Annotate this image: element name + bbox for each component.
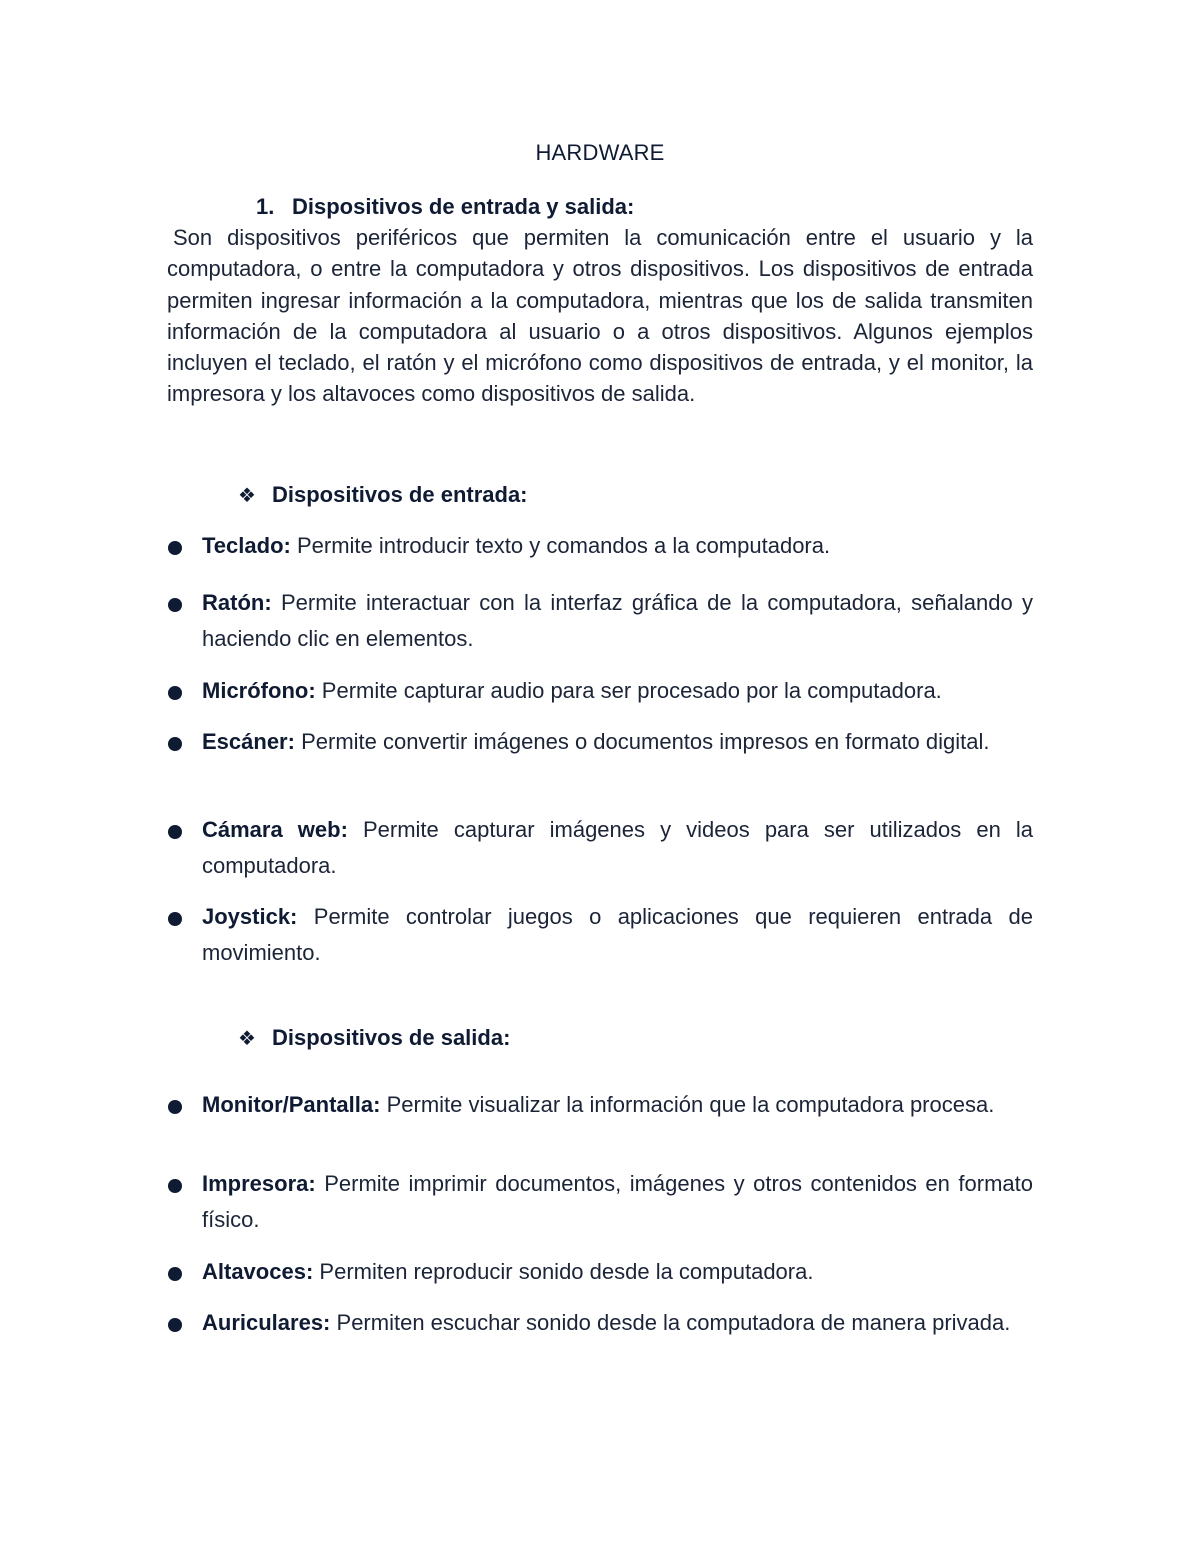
subheading-entrada-text: Dispositivos de entrada: [272,482,528,507]
bullet-dot-icon [168,598,182,612]
item-term: Altavoces: [202,1259,314,1284]
subheading-salida-text: Dispositivos de salida: [272,1025,511,1050]
document-title: HARDWARE [535,140,665,165]
diamond-bullet-icon: ❖ [238,485,256,507]
item-term: Monitor/Pantalla: [202,1092,381,1117]
diamond-bullet-icon: ❖ [238,1028,256,1050]
list-item [167,724,1033,760]
item-term: Impresora: [202,1171,316,1196]
item-description: Permite convertir imágenes o documentos impresos en formato digital. [301,729,990,754]
bullet-dot-icon [168,912,182,926]
item-term: Micrófono: [202,678,316,703]
item-term: Teclado: [202,533,291,558]
subheading-salida [238,1025,510,1051]
list-item [167,1166,1033,1238]
bullet-dot-icon [168,686,182,700]
bullet-dot-icon [168,541,182,555]
list-item [167,528,1033,564]
item-description: Permite capturar imágenes y videos para ser utilizados en la computadora. [202,817,1033,878]
section-number: 1. [256,194,275,219]
bullet-dot-icon [168,1179,182,1193]
item-term: Cámara web: [202,817,348,842]
item-description: Permite capturar audio para ser procesado por la computadora. [321,678,942,703]
list-item [167,585,1033,657]
item-description: Permiten escuchar sonido desde la computadora de manera privada. [336,1310,1011,1335]
bullet-dot-icon [168,1100,182,1114]
item-term: Escáner: [202,729,295,754]
bullet-dot-icon [168,1267,182,1281]
list-item [167,673,1033,709]
item-term: Joystick: [202,904,298,929]
section-heading-text: Dispositivos de entrada y salida: [292,194,635,219]
item-description: Permite introducir texto y comandos a la computadora. [296,533,831,558]
subheading-entrada [238,482,528,508]
bullet-dot-icon [168,1318,182,1332]
item-description: Permite interactuar con la interfaz gráfica de la computadora, señalando y haciendo clic en elementos. [202,590,1033,651]
list-item [167,1254,1033,1290]
list-item [167,899,1033,971]
list-item [167,1305,1033,1341]
item-term: Ratón: [202,590,272,615]
section-heading [256,194,634,220]
item-term: Auriculares: [202,1310,331,1335]
item-description: Permiten reproducir sonido desde la computadora. [319,1259,814,1284]
item-description: Permite imprimir documentos, imágenes y otros contenidos en formato físico. [202,1171,1033,1232]
intro-paragraph: Son dispositivos periféricos que permiten la comunicación entre el usuario y la computadora, o entre la computadora y otros dispositivos. Los dispositivos de entrada permiten ingresar información a la computadora, mientras que los de salida transmiten información de la computadora al usuario o a otros dispositivos. Algunos ejemplos incluyen el teclado, el ratón y el micrófono como dispositivos de entrada, y el monitor, la impresora y los altavoces como dispositivos de salida. [167,225,1033,407]
bullet-dot-icon [168,825,182,839]
list-item [167,1087,1033,1123]
item-description: Permite visualizar la información que la computadora procesa. [386,1092,995,1117]
item-description: Permite controlar juegos o aplicaciones que requieren entrada de movimiento. [202,904,1033,965]
bullet-dot-icon [168,737,182,751]
list-item [167,812,1033,884]
